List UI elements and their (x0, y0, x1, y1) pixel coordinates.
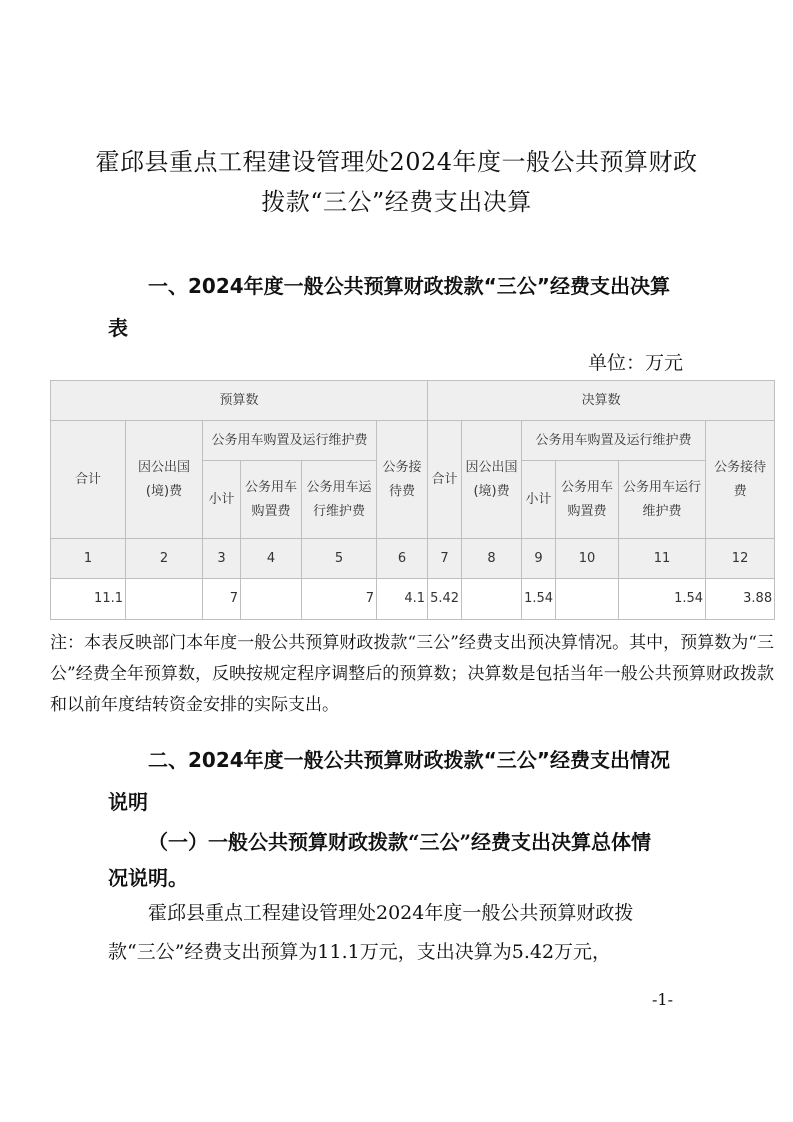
table-header-row-categories (51, 421, 775, 461)
header-vehicle-purchase-budget: 公务用车购置费 (241, 461, 302, 539)
table-note: 注：本表反映部门本年度一般公共预算财政拨款“三公”经费支出预决算情况。其中，预算数为“三公”经费全年预算数，反映按规定程序调整后的预算数；决算数是包括当年一般公共预算财政拨款和以前年度结转资金安排的实际支出。 (50, 633, 774, 715)
header-subtotal-budget: 小计 (203, 461, 241, 539)
table-row (51, 579, 775, 620)
document-title-line2: 拨款“三公”经费支出决算 (261, 188, 532, 216)
col-number: 12 (706, 539, 775, 579)
header-vehicle-operation-budget: 公务用车运行维护费 (302, 461, 377, 539)
col-number: 4 (241, 539, 302, 579)
header-budget-group: 预算数 (51, 381, 428, 421)
header-total-final: 合计 (428, 421, 462, 539)
three-public-expenses-table (50, 380, 775, 620)
section1-heading-cont: 表 (108, 316, 128, 340)
section2-heading-cont: 说明 (108, 790, 148, 814)
col-number: 6 (377, 539, 428, 579)
page-number: -1- (652, 990, 673, 1009)
value-abroad-budget (126, 579, 203, 620)
subsection-heading: （一）一般公共预算财政拨款“三公”经费支出决算总体情 (148, 830, 652, 854)
col-number: 11 (619, 539, 706, 579)
value-abroad-final (462, 579, 522, 620)
header-reception-budget: 公务接待费 (377, 421, 428, 539)
header-final-group: 决算数 (428, 381, 775, 421)
value-subtotal-budget: 7 (203, 579, 241, 620)
col-number: 10 (556, 539, 619, 579)
value-subtotal-final: 1.54 (522, 579, 556, 620)
header-abroad-budget: 因公出国(境)费 (126, 421, 203, 539)
value-reception-final: 3.88 (706, 579, 775, 620)
col-number: 2 (126, 539, 203, 579)
header-total-budget: 合计 (51, 421, 126, 539)
header-vehicle-group-budget: 公务用车购置及运行维护费 (203, 421, 377, 461)
col-number: 9 (522, 539, 556, 579)
section2-heading: 二、2024年度一般公共预算财政拨款“三公”经费支出情况 (148, 748, 670, 772)
section1-heading: 一、2024年度一般公共预算财政拨款“三公”经费支出决算 (148, 274, 670, 298)
body-paragraph-line1: 霍邱县重点工程建设管理处2024年度一般公共预算财政拨 (148, 902, 634, 924)
header-abroad-final: 因公出国(境)费 (462, 421, 522, 539)
header-vehicle-operation-final: 公务用车运行维护费 (619, 461, 706, 539)
body-paragraph-line2: 款“三公”经费支出预算为11.1万元，支出决算为5.42万元， (108, 941, 612, 963)
value-total-final: 5.42 (428, 579, 462, 620)
table-column-number-row (51, 539, 775, 579)
document-title-line1: 霍邱县重点工程建设管理处2024年度一般公共预算财政 (95, 148, 698, 176)
table-header-row-groups (51, 381, 775, 421)
header-vehicle-group-final: 公务用车购置及运行维护费 (522, 421, 706, 461)
unit-label: 单位：万元 (588, 352, 684, 374)
header-subtotal-final: 小计 (522, 461, 556, 539)
header-vehicle-purchase-final: 公务用车购置费 (556, 461, 619, 539)
col-number: 5 (302, 539, 377, 579)
value-vehicle-operation-budget: 7 (302, 579, 377, 620)
value-vehicle-purchase-budget (241, 579, 302, 620)
col-number: 8 (462, 539, 522, 579)
header-reception-final: 公务接待费 (706, 421, 775, 539)
value-vehicle-purchase-final (556, 579, 619, 620)
value-vehicle-operation-final: 1.54 (619, 579, 706, 620)
col-number: 1 (51, 539, 126, 579)
col-number: 3 (203, 539, 241, 579)
col-number: 7 (428, 539, 462, 579)
value-reception-budget: 4.1 (377, 579, 428, 620)
subsection-heading-cont: 况说明。 (108, 866, 188, 890)
value-total-budget: 11.1 (51, 579, 126, 620)
